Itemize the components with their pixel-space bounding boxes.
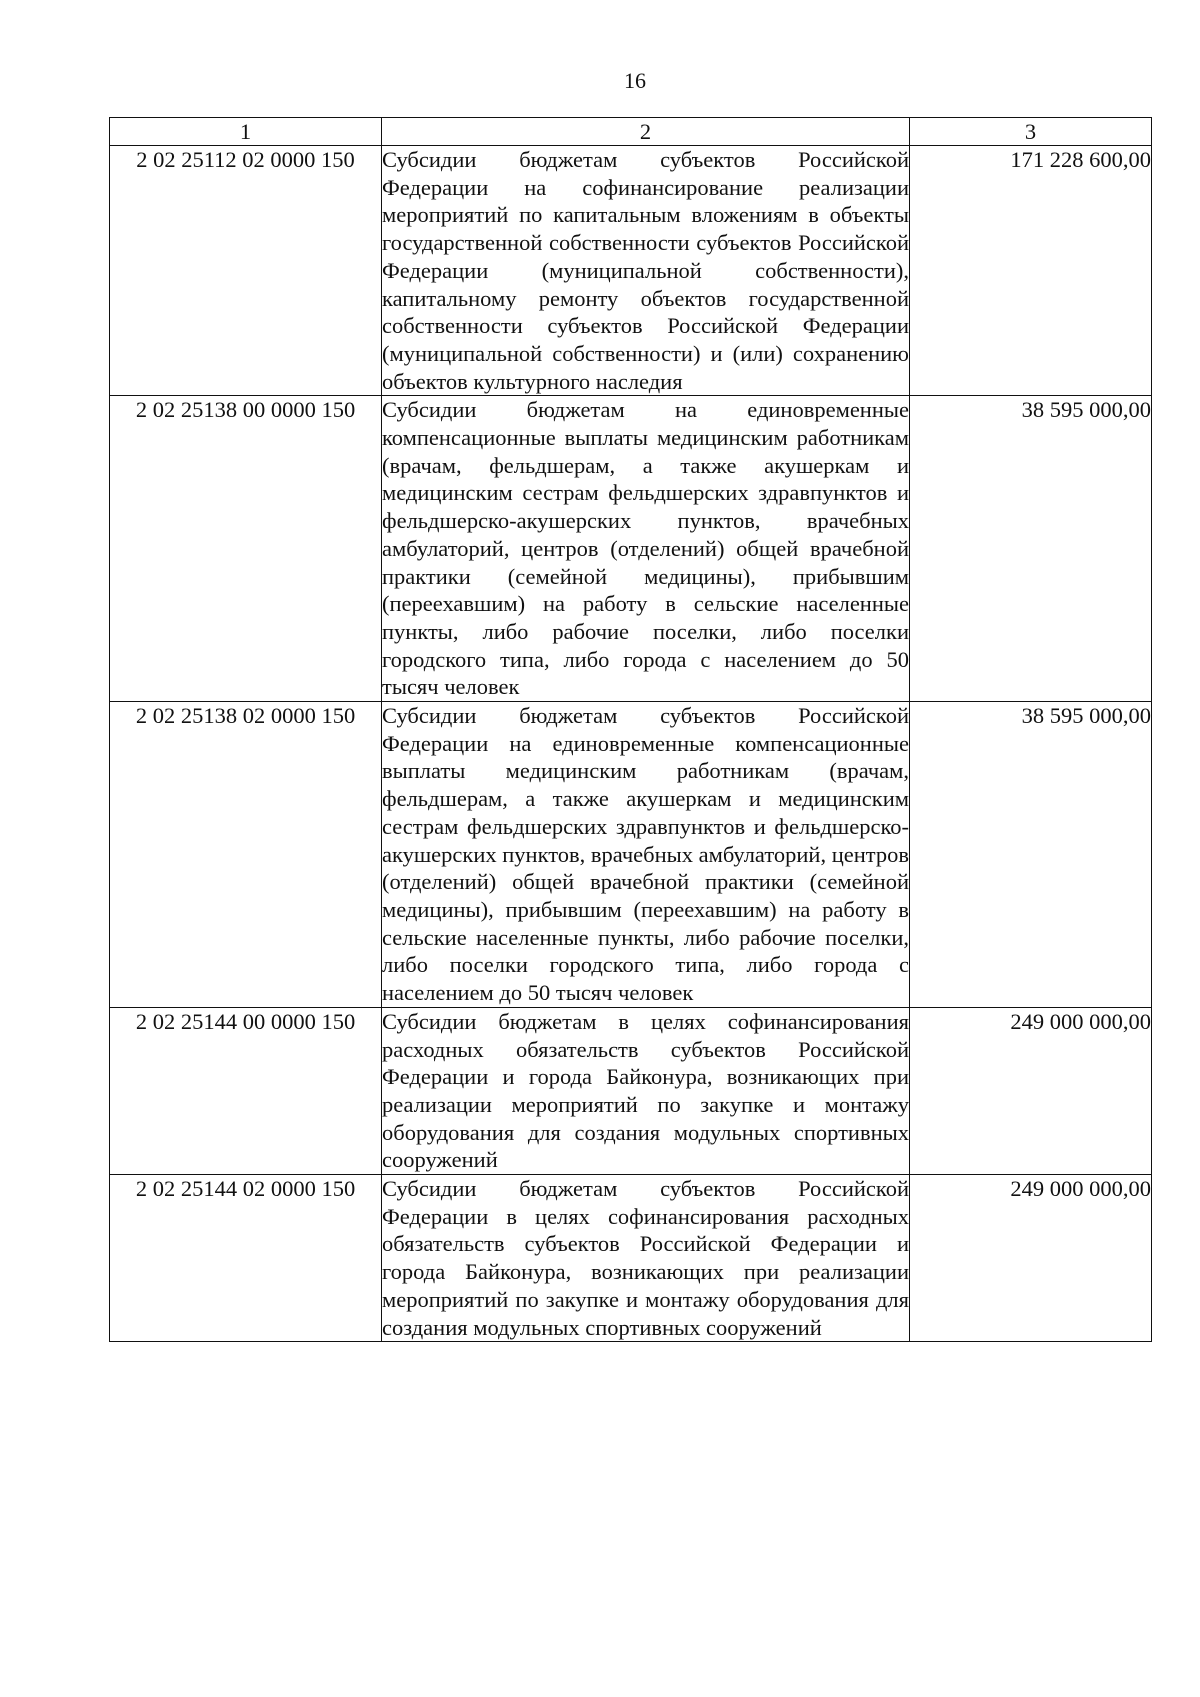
table-row	[110, 1007, 1152, 1174]
row-description: Субсидии бюджетам на единовременные компенсационные выплаты медицинским работникам (врачам, фельдшерам, а также акушеркам и медицинским сестрам фельдшерских здравпунктов и фельдшерско-акушерских пунктов, врачебных амбулаторий, центров (отделений) общей врачебной практики (семейной медицины), прибывшим (переехавшим) на работу в сельские населенные пункты, либо рабочие поселки, либо поселки городского типа, либо города с населением до 50 тысяч человек	[382, 396, 910, 702]
row-code: 2 02 25144 00 0000 150	[110, 1007, 382, 1174]
row-description: Субсидии бюджетам субъектов Российской Федерации на единовременные компенсационные выплаты медицинским работникам (врачам, фельдшерам, а также акушеркам и медицинским сестрам фельдшерских здравпунктов и фельдшерско-акушерских пунктов, врачебных амбулаторий, центров (отделений) общей врачебной практики (семейной медицины), прибывшим (переехавшим) на работу в сельские населенные пункты, либо рабочие поселки, либо поселки городского типа, либо города с населением до 50 тысяч человек	[382, 702, 910, 1008]
row-code: 2 02 25144 02 0000 150	[110, 1175, 382, 1342]
row-amount: 38 595 000,00	[910, 702, 1152, 1008]
column-header-code: 1	[110, 118, 382, 146]
page-number: 16	[624, 68, 646, 93]
budget-table	[109, 117, 1152, 1342]
row-amount: 171 228 600,00	[910, 146, 1152, 396]
row-description: Субсидии бюджетам в целях софинансирования расходных обязательств субъектов Российской Федерации и города Байконура, возникающих при реализации мероприятий по закупке и монтажу оборудования для создания модульных спортивных сооружений	[382, 1007, 910, 1174]
table-row	[110, 702, 1152, 1008]
row-code: 2 02 25112 02 0000 150	[110, 146, 382, 396]
table-header-row	[110, 118, 1152, 146]
table-row	[110, 1175, 1152, 1342]
column-header-amount: 3	[910, 118, 1152, 146]
row-code: 2 02 25138 00 0000 150	[110, 396, 382, 702]
row-code: 2 02 25138 02 0000 150	[110, 702, 382, 1008]
row-description: Субсидии бюджетам субъектов Российской Федерации на софинансирование реализации мероприятий по капитальным вложениям в объекты государственной собственности субъектов Российской Федерации (муниципальной собственности), капитальному ремонту объектов государственной собственности субъектов Российской Федерации (муниципальной собственности) и (или) сохранению объектов культурного наследия	[382, 146, 910, 396]
table-row	[110, 146, 1152, 396]
row-amount: 249 000 000,00	[910, 1007, 1152, 1174]
row-description: Субсидии бюджетам субъектов Российской Федерации в целях софинансирования расходных обязательств субъектов Российской Федерации и города Байконура, возникающих при реализации мероприятий по закупке и монтажу оборудования для создания модульных спортивных сооружений	[382, 1175, 910, 1342]
row-amount: 249 000 000,00	[910, 1175, 1152, 1342]
column-header-description: 2	[382, 118, 910, 146]
row-amount: 38 595 000,00	[910, 396, 1152, 702]
table-row	[110, 396, 1152, 702]
